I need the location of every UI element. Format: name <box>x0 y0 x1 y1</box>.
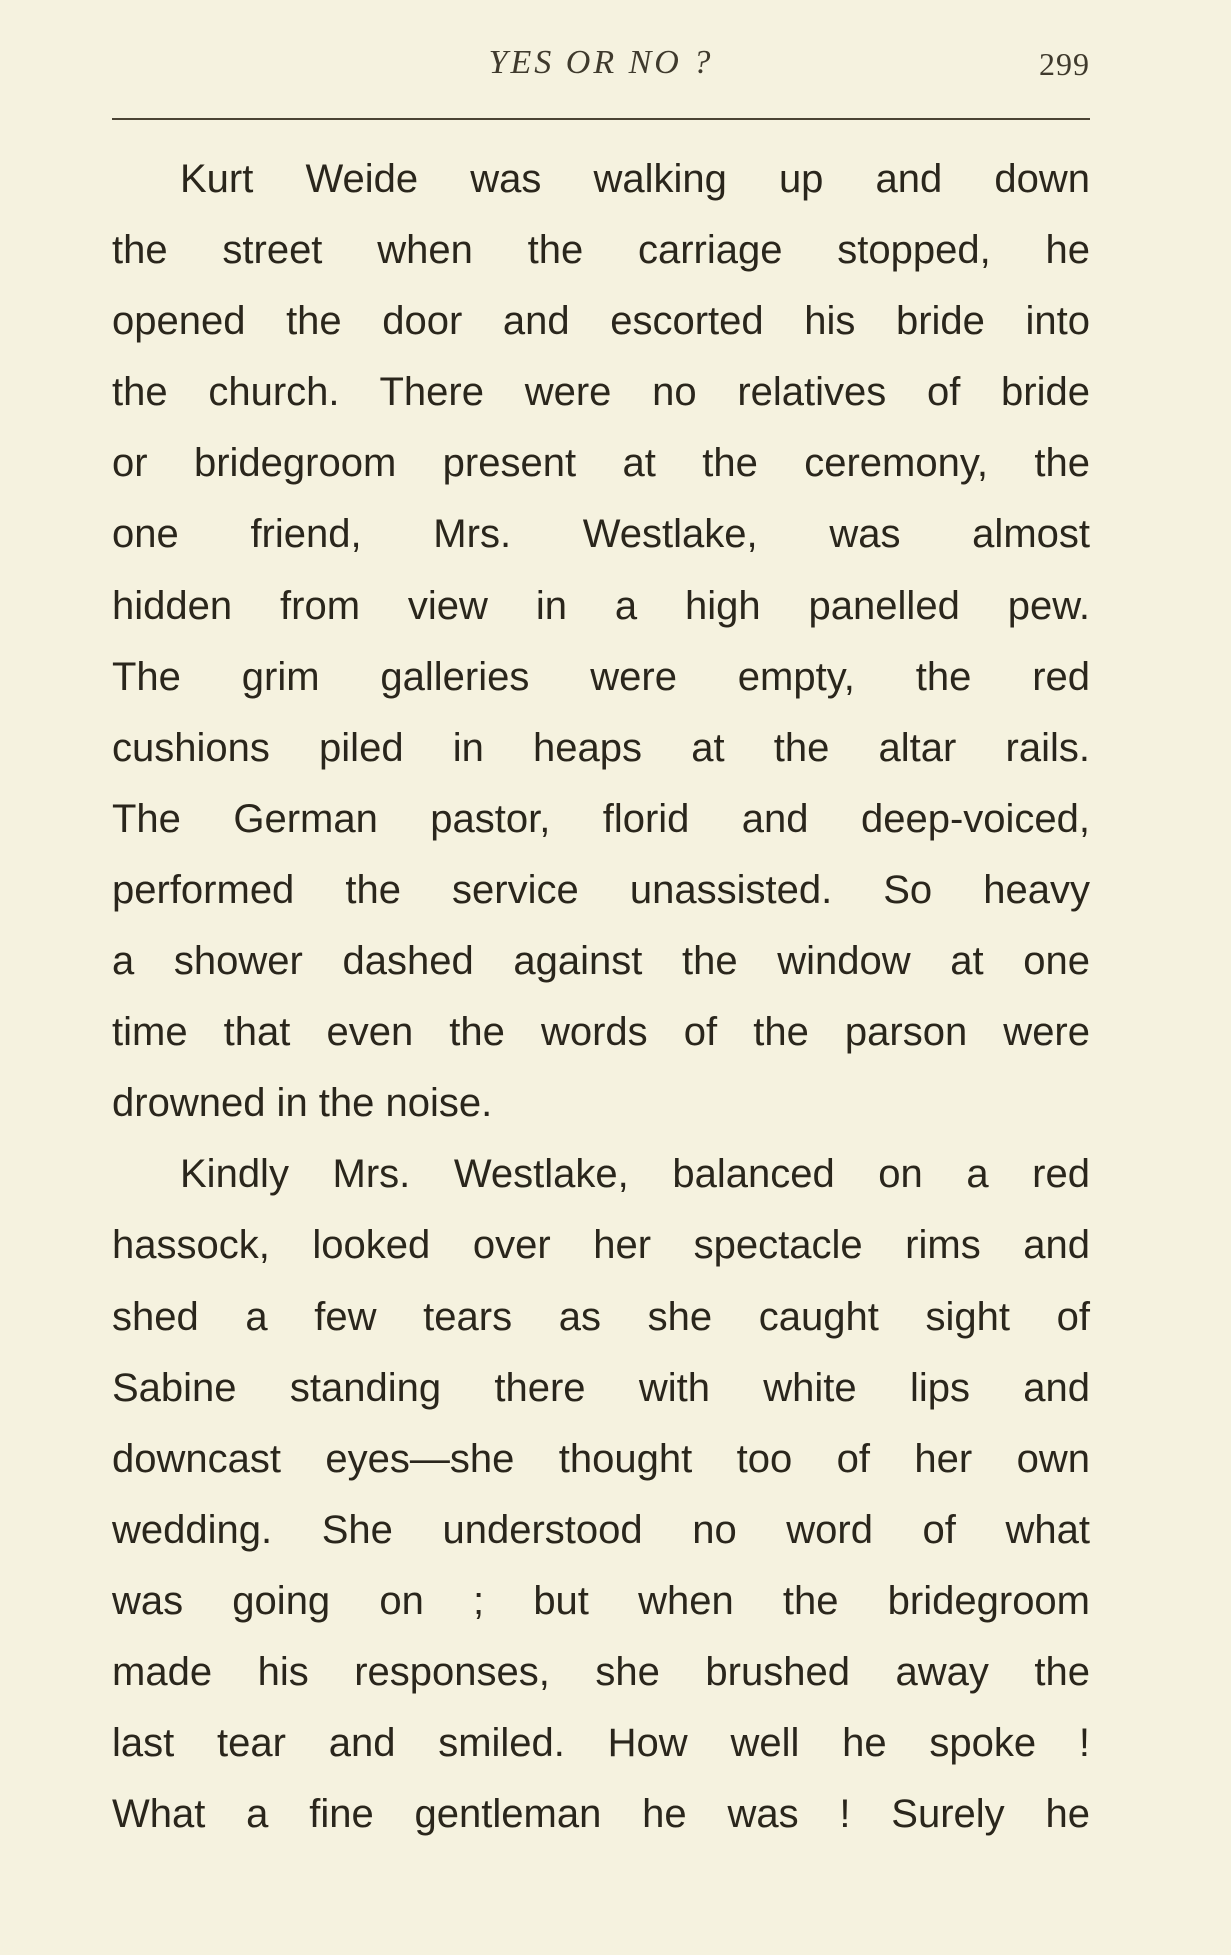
header-rule <box>112 118 1090 120</box>
text-line: The grim galleries were empty, the red <box>112 654 1090 699</box>
text-line: a shower dashed against the window at one <box>112 939 1090 984</box>
page-header <box>112 44 1090 94</box>
running-title: YES OR NO ? <box>488 44 714 81</box>
text-line: Kurt Weide was walking up and down <box>180 157 1090 201</box>
text-line: the street when the carriage stopped, he <box>112 228 1090 273</box>
text-line: one friend, Mrs. Westlake, was almost <box>112 512 1090 557</box>
page-number: 299 <box>1039 46 1090 82</box>
text-line: time that even the words of the parson were <box>112 1010 1090 1055</box>
text-line: hidden from view in a high panelled pew. <box>112 583 1090 628</box>
text-line: What a fine gentleman he was ! Surely he <box>112 1792 1090 1837</box>
text-line: wedding. She understood no word of what <box>112 1507 1090 1552</box>
text-line: drowned in the noise. <box>112 1081 493 1126</box>
text-line: was going on ; but when the bridegroom <box>112 1578 1090 1623</box>
text-line: downcast eyes—she thought too of her own <box>112 1436 1090 1481</box>
text-line: made his responses, she brushed away the <box>112 1649 1090 1694</box>
text-line: hassock, looked over her spectacle rims and <box>112 1223 1090 1268</box>
text-line: The German pastor, florid and deep-voiced, <box>112 796 1090 841</box>
text-line: cushions piled in heaps at the altar rails. <box>112 725 1090 770</box>
text-line: or bridegroom present at the ceremony, the <box>112 441 1090 486</box>
text-line: Sabine standing there with white lips and <box>112 1365 1090 1410</box>
text-line: performed the service unassisted. So heavy <box>112 867 1090 912</box>
text-line: last tear and smiled. How well he spoke ! <box>112 1721 1090 1766</box>
text-line: the church. There were no relatives of bride <box>112 370 1090 415</box>
text-line: shed a few tears as she caught sight of <box>112 1294 1090 1339</box>
text-line: Kindly Mrs. Westlake, balanced on a red <box>180 1152 1090 1197</box>
body-text <box>112 144 1090 1850</box>
text-line: opened the door and escorted his bride into <box>112 299 1090 344</box>
